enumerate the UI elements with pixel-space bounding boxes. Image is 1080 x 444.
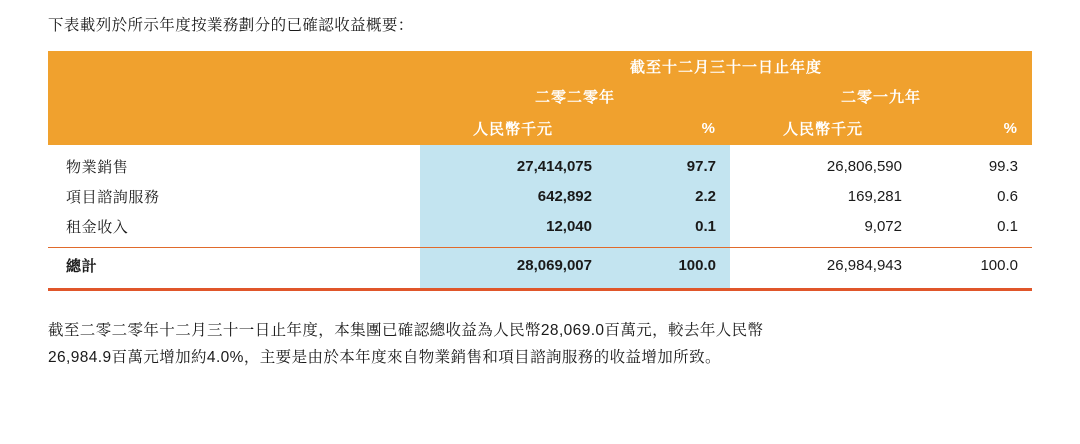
row-label: 租金收入 — [66, 218, 129, 236]
row-prior-amount: 26,806,590 — [826, 157, 902, 175]
row-current-amount: 642,892 — [420, 181, 606, 211]
row-current-pct: 2.2 — [606, 181, 730, 211]
total-label: 總計 — [66, 257, 98, 275]
revenue-table-wrapper — [48, 51, 1032, 291]
intro-paragraph: 下表載列於所示年度按業務劃分的已確認收益概要： — [48, 17, 414, 34]
header-unit-prior: 人民幣千元 — [730, 111, 916, 145]
table-header-unit-row — [48, 111, 1032, 145]
row-current-amount: 27,414,075 — [420, 151, 606, 181]
table-row — [48, 181, 1032, 211]
row-prior-amount: 9,072 — [864, 217, 902, 235]
outro-line-1: 截至二零二零年十二月三十一日止年度，本集團已確認總收益為人民幣28,069.0百萬元，較去年人民幣 — [48, 322, 764, 340]
row-prior-amount: 169,281 — [847, 187, 902, 205]
total-prior-amount: 26,984,943 — [826, 256, 902, 274]
table-header-period-row — [48, 51, 1032, 81]
table-header-year-row — [48, 81, 1032, 111]
table-bottom-rule — [48, 288, 1032, 291]
row-current-pct: 97.7 — [606, 151, 730, 181]
header-spacer-cell-2 — [48, 81, 420, 111]
rule-cell-bottom — [48, 288, 1032, 291]
row-label: 物業銷售 — [66, 158, 129, 176]
total-current-pct: 100.0 — [606, 248, 730, 282]
table-total-row — [48, 248, 1032, 282]
row-label: 項目諮詢服務 — [66, 188, 160, 206]
total-prior-pct: 100.0 — [980, 256, 1019, 274]
table-row — [48, 151, 1032, 181]
header-unit-current: 人民幣千元 — [420, 111, 606, 145]
row-prior-pct: 0.6 — [997, 187, 1019, 205]
total-current-amount: 28,069,007 — [420, 248, 606, 282]
header-spacer-cell-3 — [48, 111, 420, 145]
header-period-label: 截至十二月三十一日止年度 — [420, 51, 1032, 81]
row-current-amount: 12,040 — [420, 211, 606, 241]
header-pct-current: % — [606, 111, 730, 145]
row-current-pct: 0.1 — [606, 211, 730, 241]
row-prior-pct: 0.1 — [997, 217, 1019, 235]
outro-paragraph — [48, 317, 1032, 371]
header-year-prior: 二零一九年 — [730, 81, 1032, 111]
row-prior-pct: 99.3 — [988, 157, 1019, 175]
revenue-breakdown-table — [48, 51, 1032, 291]
table-row — [48, 211, 1032, 241]
outro-line-2: 26,984.9百萬元增加約4.0%，主要是由於本年度來自物業銷售和項目諮詢服務的收益增加所致。 — [48, 349, 721, 367]
header-pct-prior: % — [916, 111, 1032, 145]
header-year-current: 二零二零年 — [420, 81, 730, 111]
header-spacer-cell — [48, 51, 420, 81]
